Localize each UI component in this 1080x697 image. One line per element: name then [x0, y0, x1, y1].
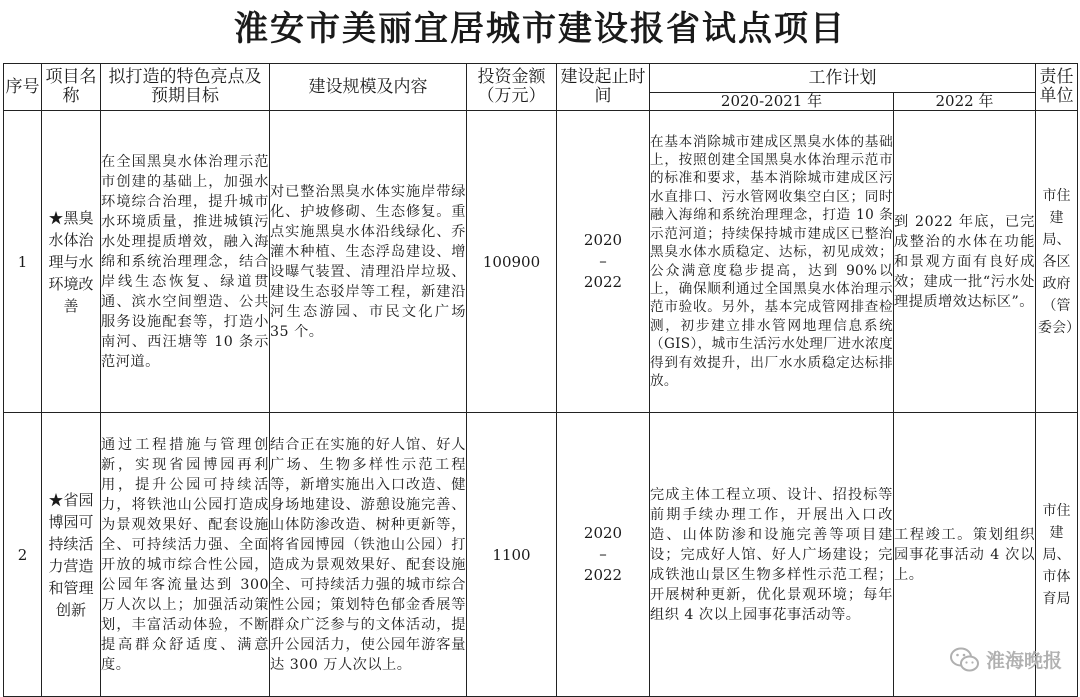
header-scale-label: 建设规模及内容 — [308, 76, 428, 97]
header-unit-label: 责任单位 — [1039, 67, 1074, 106]
header-plan-2022: 2022 年 — [894, 93, 1036, 111]
row-plan-2020: 在基本消除城市建成区黑臭水体的基础上，按照创建全国黑臭水体治理示范市的标准和要求，基本消除城市建成区污水直排口、污水管网收集空白区；同时融入海绵和系统治理理念，打造 10 条示范河道；持续保持城市建成区已整治黑臭水体水质稳定、达标，初见成效；公众满意度稳步提高，达到 90%以上，确保顺利通过全国黑臭水体治理示范市验收。另外，基本完成管网排查检测，初步建立排水管网地理信息系统（GIS），城市生活污水处理厂进水浓度得到有效提升，出厂水水质稳定达标排放。 — [650, 111, 894, 413]
header-plan-label: 工作计划 — [808, 67, 877, 88]
row-plan-2022: 到 2022 年底，已完成整治的水体在功能和景观方面有良好成效；建成一批“污水处理提质增效达标区”。 — [894, 111, 1036, 413]
header-plan — [650, 64, 1036, 93]
watermark — [950, 646, 1062, 673]
project-table — [3, 63, 1078, 697]
row-scale: 结合正在实施的好人馆、好人广场、生物多样性示范工程等，新增实施出入口改造、健身场地建设、游憩设施完善、山体防渗改造、树种更新等，将省园博园（铁池山公园）打造成为景观效果好、配套设施全、可持续活力强的城市综合性公园；策划特色郁金香展等群众广泛参与的文体活动，提升公园活力，使公园年游客量达 300 万人次以上。 — [270, 413, 467, 697]
header-investment — [467, 64, 557, 111]
header-features — [101, 64, 270, 111]
row-name: ★黑臭水体治理与水环境改善 — [42, 111, 101, 413]
table-row — [4, 413, 1078, 697]
header-name-label: 项目名称 — [45, 67, 97, 106]
row-unit: 市住建局、各区政府（管委会） — [1036, 111, 1078, 413]
row-plan-2022: 工程竣工。策划组织园事花事活动 4 次以上。 — [894, 413, 1036, 697]
period-dash: – — [599, 545, 607, 563]
row-seq: 1 — [4, 111, 42, 413]
document-title: 淮安市美丽宜居城市建设报省试点项目 — [234, 9, 846, 49]
row-name: ★省园博园可持续活力营造和管理创新 — [42, 413, 101, 697]
header-seq-label: 序号 — [5, 76, 40, 97]
header-unit — [1036, 64, 1078, 111]
row-period — [557, 111, 650, 413]
row-features: 通过工程措施与管理创新，实现省园博园再利用，提升公园可持续活力，将铁池山公园打造成为景观效果好、配套设施全、可持续活力强、全面开放的城市综合性公园，公园年客流量达到 300 万人次以上；加强活动策划，丰富活动体验，不断提高群众舒适度、满意度。 — [101, 413, 270, 697]
row-investment: 1100 — [467, 413, 557, 697]
row-investment: 100900 — [467, 111, 557, 413]
period-start: 2020 — [583, 231, 623, 249]
row-plan-2020: 完成主体工程立项、设计、招投标等前期手续办理工作，开展出入口改造、山体防渗和设施完善等项目建设；完成好人馆、好人广场建设；完成铁池山景区生物多样性示范工程；开展树种更新，优化景观环境；每年组织 4 次以上园事花事活动等。 — [650, 413, 894, 697]
row-unit: 市住建局、市体育局 — [1036, 413, 1078, 697]
header-period — [557, 64, 663, 111]
period-end: 2022 — [583, 566, 623, 584]
header-investment-label: 投资金额（万元） — [477, 67, 546, 106]
wechat-icon — [950, 647, 980, 673]
period-dash: – — [599, 252, 607, 270]
header-scale — [270, 64, 467, 111]
row-seq: 2 — [4, 413, 42, 697]
header-plan-2020: 2020-2021 年 — [650, 93, 894, 111]
header-period-label: 建设起止时 间 — [560, 67, 663, 106]
header-seq — [4, 64, 42, 111]
table-row — [4, 111, 1078, 413]
period-start: 2020 — [583, 524, 623, 542]
row-period — [557, 413, 650, 697]
header-features-label: 拟打造的特色亮点及预期目标 — [108, 67, 262, 106]
row-scale: 对已整治黑臭水体实施岸带绿化、护坡修砌、生态修复。重点实施黑臭水体沿线绿化、乔灌木种植、生态浮岛建设、增设曝气装置、清理沿岸垃圾、建设生态驳岸等工程，新建沿河生态游园、市民文化广场 35 个。 — [270, 111, 467, 413]
row-features: 在全国黑臭水体治理示范市创建的基础上，加强水环境综合治理，提升城市水环境质量，推进城镇污水处理提质增效，融入海绵和系统治理理念，结合岸线生态恢复、绿道贯通、滨水空间塑造、公共服务设施配套等，打造小南河、西汪塘等 10 条示范河道。 — [101, 111, 270, 413]
watermark-text: 淮海晚报 — [985, 650, 1062, 672]
header-name — [42, 64, 101, 111]
period-end: 2022 — [583, 273, 623, 291]
header-row — [4, 64, 1078, 93]
